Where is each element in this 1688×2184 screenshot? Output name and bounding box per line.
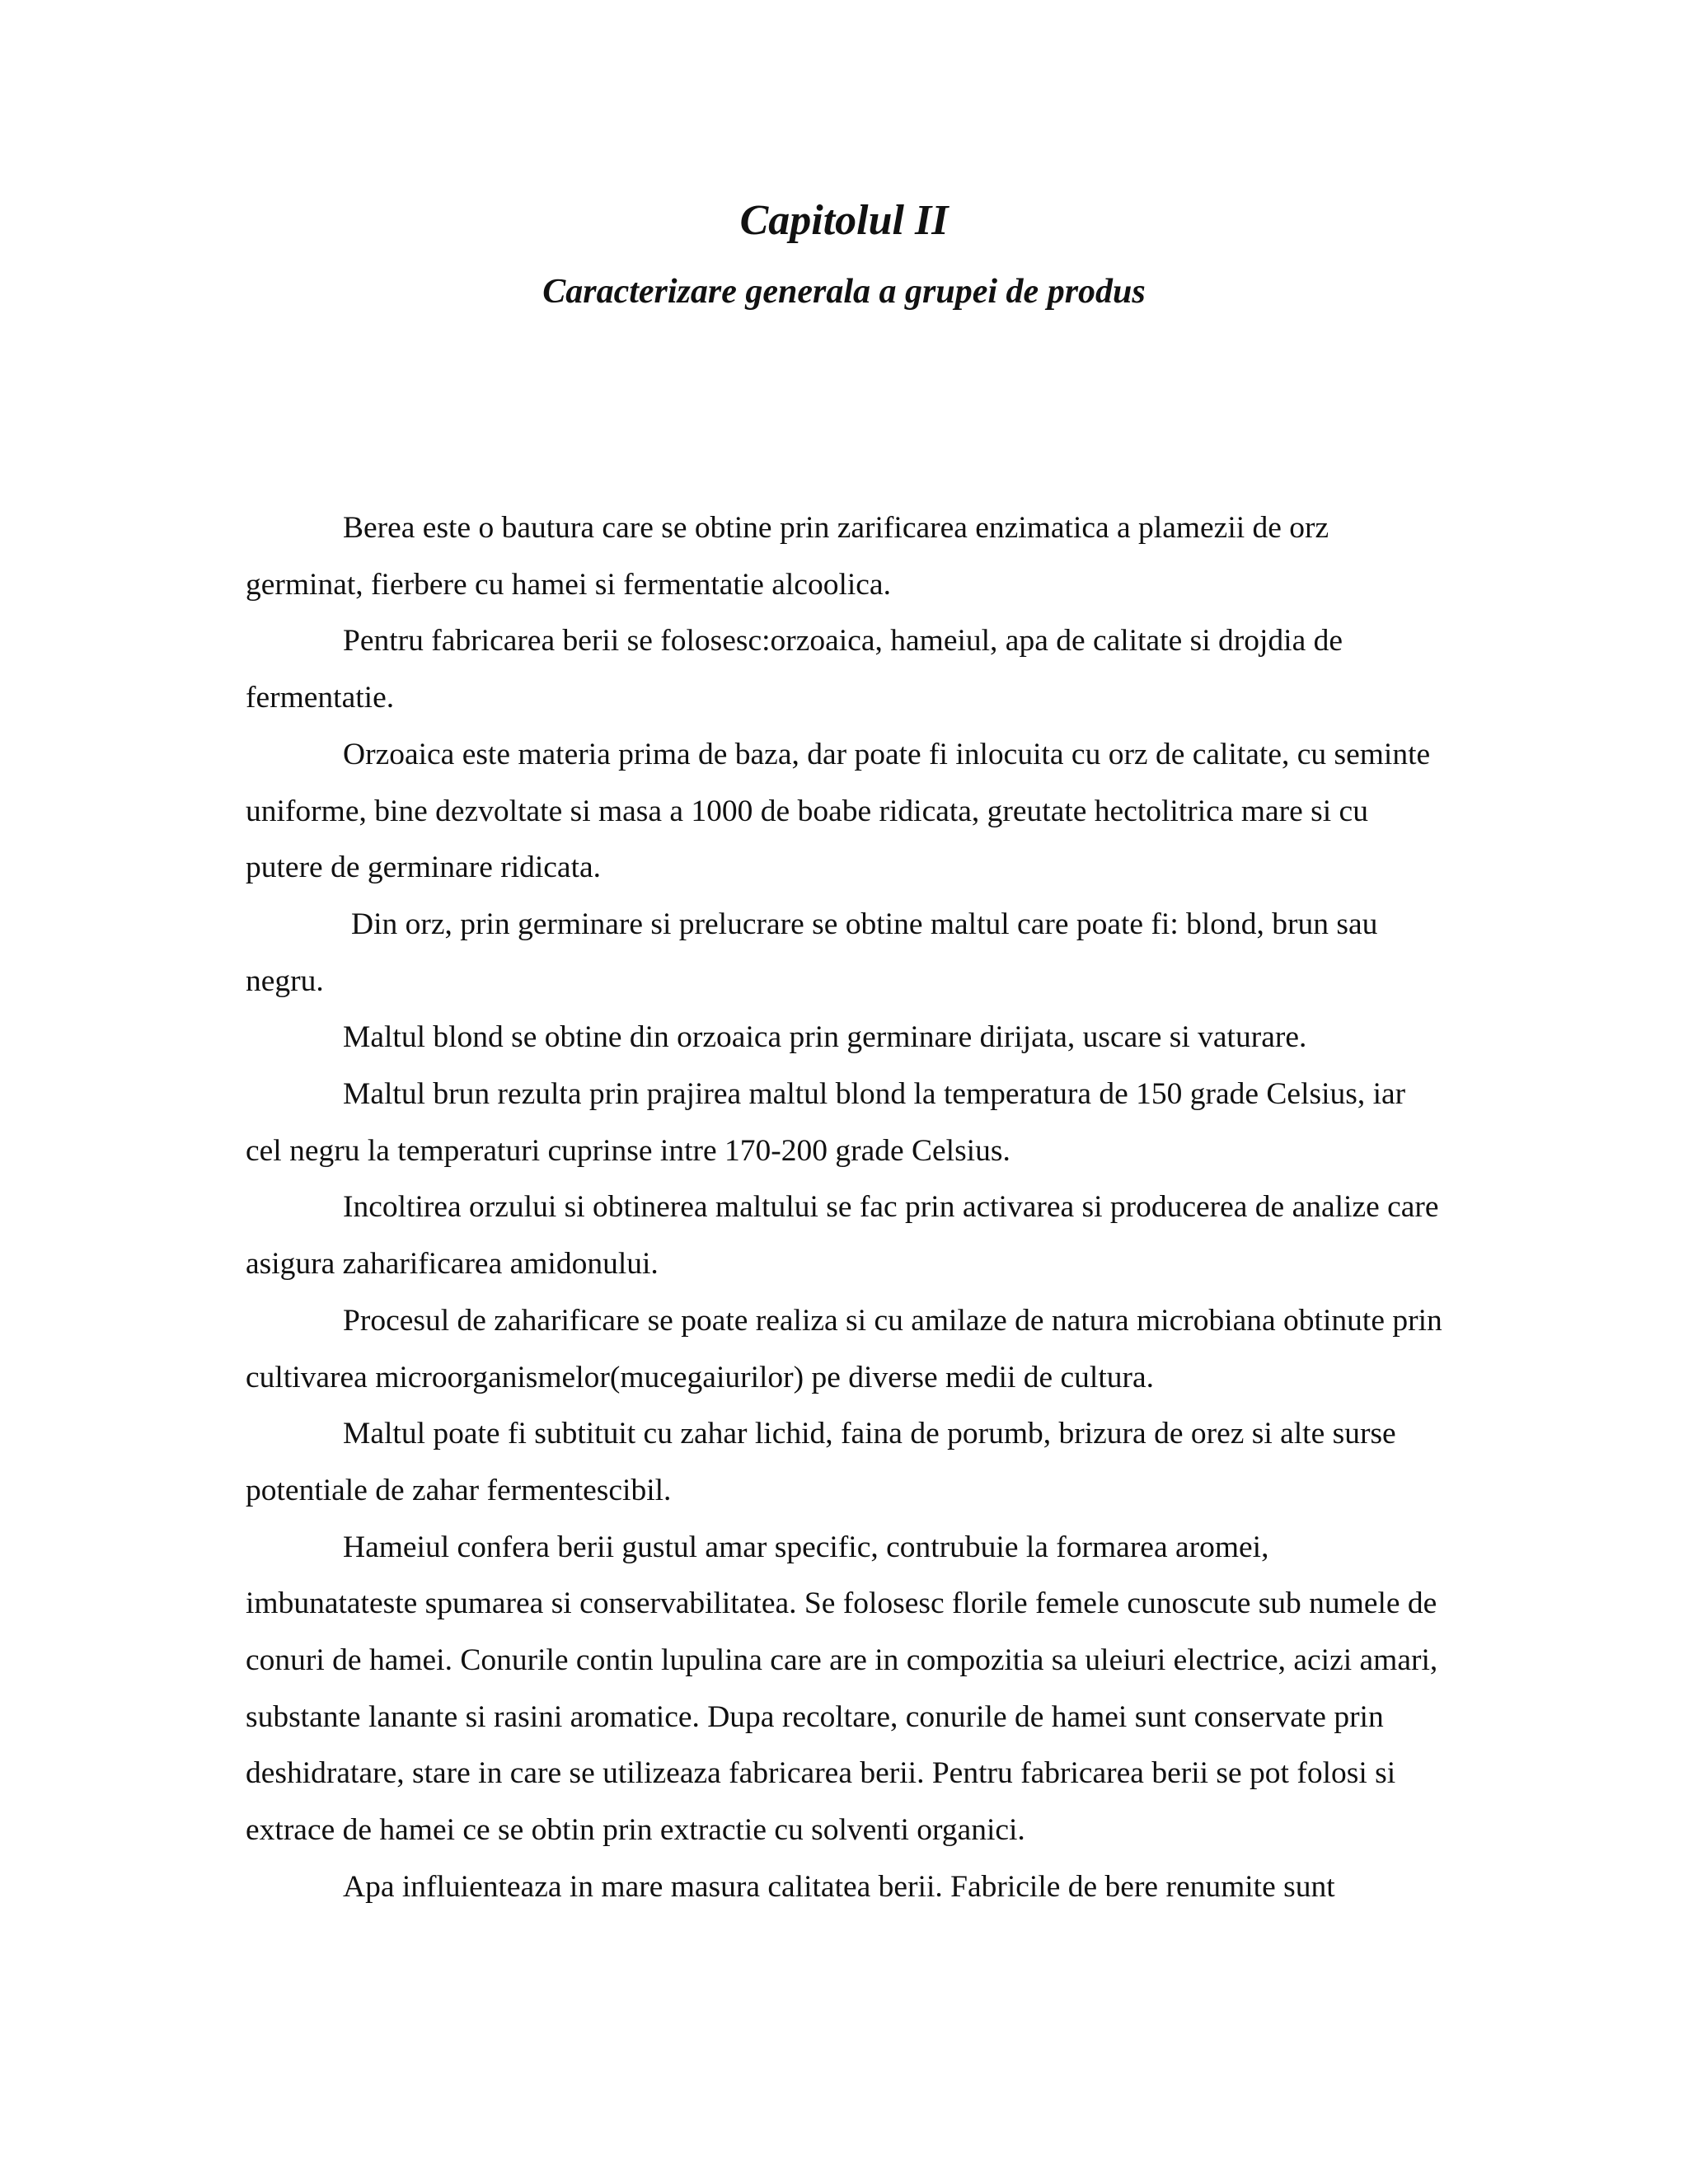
body-text <box>246 500 1442 1916</box>
paragraph: Orzoaica este materia prima de baza, dar poate fi inlocuita cu orz de calitate, cu seminte uniforme, bine dezvoltate si masa a 1000 de boabe ridicata, greutate hectolitrica mare si cu putere de germinare ridicata. <box>246 737 1431 885</box>
paragraph: Procesul de zaharificare se poate realiza si cu amilaze de natura microbiana obtinute prin cultivarea microorganismelor(mucegaiurilor) pe diverse medii de cultura. <box>246 1303 1442 1394</box>
paragraph: Hameiul confera berii gustul amar specific, contrubuie la formarea aromei, imbunatateste spumarea si conservabilitatea. Se folosesc florile femele cunoscute sub numele de conuri de hamei. Conurile contin lupulina care are in compozitia sa uleiuri electrice, acizi amari, substante lanante si rasini aromatice. Dupa recoltare, conurile de hamei sunt conservate prin deshidratare, stare in care se utilizeaza fabricarea berii. Pentru fabricarea berii se pot folosi si extrace de hamei ce se obtin prin extractie cu solventi organici. <box>246 1530 1438 1848</box>
paragraph: Apa influienteaza in mare masura calitatea berii. Fabricile de bere renumite sunt <box>343 1869 1335 1904</box>
paragraph: Din orz, prin germinare si prelucrare se obtine maltul care poate fi: blond, brun sau negru. <box>246 907 1378 998</box>
paragraph: Maltul poate fi subtituit cu zahar lichid, faina de porumb, brizura de orez si alte surse potentiale de zahar fermentescibil. <box>246 1417 1396 1507</box>
paragraph: Pentru fabricarea berii se folosesc:orzoaica, hameiul, apa de calitate si drojdia de fermentatie. <box>246 624 1343 715</box>
paragraph: Maltul blond se obtine din orzoaica prin germinare dirijata, uscare si vaturare. <box>343 1020 1307 1055</box>
chapter-subtitle: Caracterizare generala a grupei de produs <box>542 273 1146 311</box>
paragraph: Maltul brun rezulta prin prajirea maltul blond la temperatura de 150 grade Celsius, iar cel negru la temperaturi cuprinse intre 170-200 grade Celsius. <box>246 1077 1406 1168</box>
paragraph: Berea este o bautura care se obtine prin zarificarea enzimatica a plamezii de orz germinat, fierbere cu hamei si fermentatie alcoolica. <box>246 511 1329 602</box>
paragraph: Incoltirea orzului si obtinerea maltului se fac prin activarea si producerea de analize care asigura zaharificarea amidonului. <box>246 1190 1439 1282</box>
chapter-title: Capitolul II <box>739 197 949 244</box>
